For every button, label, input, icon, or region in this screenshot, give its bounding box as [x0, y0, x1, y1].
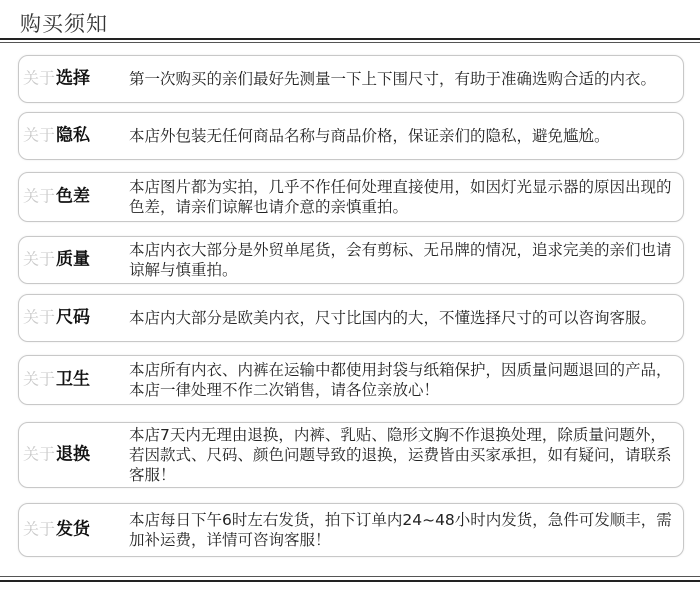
- item-text: 本店内衣大部分是外贸单尾货，会有剪标、无吊牌的情况，追求完美的亲们也请谅解与慎重拍。: [129, 241, 672, 279]
- top-rule: [0, 38, 700, 40]
- item-text: 本店7天内无理由退换，内裤、乳贴、隐形文胸不作退换处理，除质量问题外，若因款式、尺码、颜色问题导致的退换，运费皆由买家承担，如有疑问，请联系客服！: [129, 426, 672, 484]
- item-label-topic: 尺码: [56, 307, 91, 328]
- item-label: [23, 186, 91, 207]
- item-label-prefix: 关于: [23, 125, 56, 145]
- item-text: 本店所有内衣、内裤在运输中都使用封袋与纸箱保护，因质量问题退回的产品，本店一律处理不作二次销售，请各位亲放心！: [129, 361, 672, 399]
- item-label-topic: 发货: [56, 519, 91, 540]
- bottom-rule-thin: [0, 576, 700, 577]
- item-label: [23, 125, 91, 146]
- item-text: 本店内大部分是欧美内衣，尺寸比国内的大，不懂选择尺寸的可以咨询客服。: [129, 309, 657, 327]
- notice-item-hygiene: [18, 355, 684, 405]
- notice-item-shipping: [18, 503, 684, 557]
- notice-item-quality: [18, 236, 684, 284]
- item-label: [23, 369, 91, 390]
- item-text: 第一次购买的亲们最好先测量一下上下围尺寸，有助于准确选购合适的内衣。: [129, 70, 657, 88]
- notice-item-selection: [18, 55, 684, 103]
- item-label-prefix: 关于: [23, 186, 56, 206]
- notice-item-privacy: [18, 112, 684, 160]
- item-label-topic: 卫生: [56, 369, 91, 390]
- item-label-prefix: 关于: [23, 307, 56, 327]
- bottom-rule: [0, 580, 700, 582]
- notice-item-returns: [18, 422, 684, 488]
- item-text: 本店每日下午6时左右发货，拍下订单内24~48小时内发货，急件可发顺丰，需加补运费，详情可咨询客服！: [129, 511, 672, 549]
- item-label-topic: 选择: [56, 68, 91, 89]
- item-label: [23, 444, 91, 465]
- item-label-prefix: 关于: [23, 249, 56, 269]
- item-label-topic: 隐私: [56, 125, 91, 146]
- item-label-prefix: 关于: [23, 369, 56, 389]
- item-label-topic: 退换: [56, 444, 91, 465]
- notice-item-color-difference: [18, 172, 684, 222]
- item-label: [23, 249, 91, 270]
- item-label: [23, 307, 91, 328]
- item-label: [23, 68, 91, 89]
- item-label-topic: 质量: [56, 249, 91, 270]
- item-label: [23, 519, 91, 540]
- item-label-prefix: 关于: [23, 68, 56, 88]
- item-label-topic: 色差: [56, 186, 91, 207]
- page-title: 购买须知: [20, 12, 108, 36]
- item-text: 本店外包装无任何商品名称与商品价格，保证亲们的隐私，避免尴尬。: [129, 127, 610, 145]
- item-text: 本店图片都为实拍，几乎不作任何处理直接使用，如因灯光显示器的原因出现的色差，请亲们谅解也请介意的亲慎重拍。: [129, 178, 672, 216]
- notice-item-size: [18, 294, 684, 342]
- item-label-prefix: 关于: [23, 519, 56, 539]
- item-label-prefix: 关于: [23, 444, 56, 464]
- top-rule-thin: [0, 42, 700, 43]
